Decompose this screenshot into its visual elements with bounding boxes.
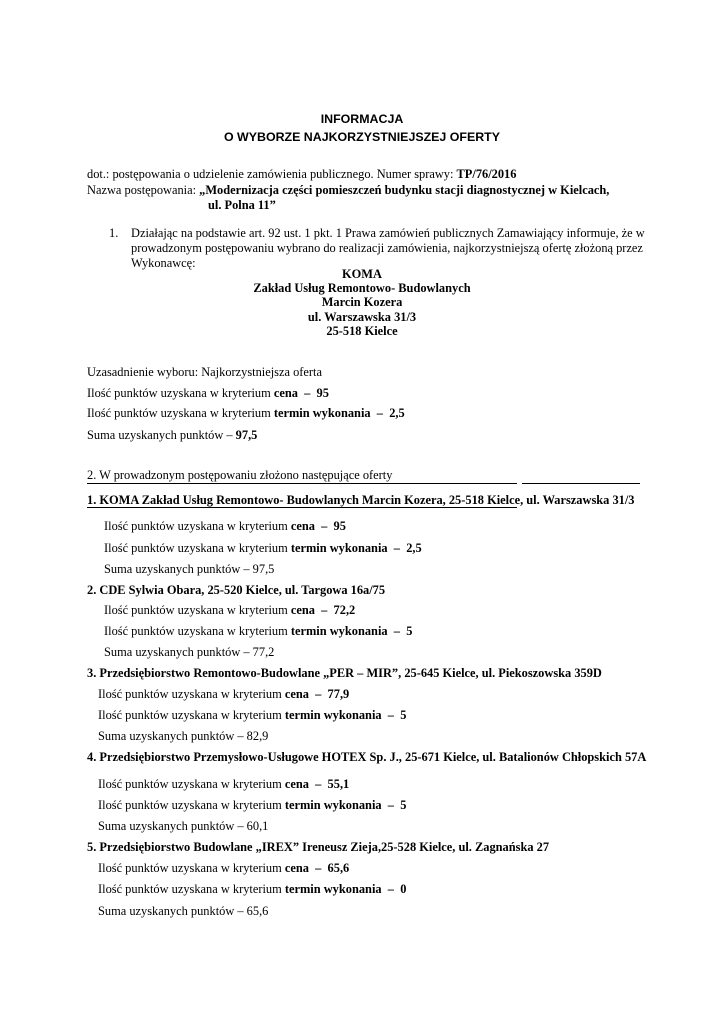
case-number: TP/76/2016 (456, 167, 517, 181)
procedure-name (87, 182, 609, 198)
justification-price-value: 95 (316, 386, 329, 400)
justification-price: Ilość punktów uzyskana w kryterium cena – 95 (87, 386, 329, 400)
divider (522, 483, 640, 484)
document-subtitle: O WYBORZE NAJKORZYSTNIEJSZEJ OFERTY (223, 130, 501, 144)
justification-text: Uzasadnienie wyboru: Najkorzystniejsza oferta (87, 365, 322, 379)
offer-term: Ilość punktów uzyskana w kryterium termin wykonania – 5 (104, 624, 413, 638)
offer-term: Ilość punktów uzyskana w kryterium termin wykonania – 5 (98, 708, 407, 722)
offer-sum: Suma uzyskanych punktów – 65,6 (98, 904, 269, 918)
offer-title: 5. Przedsiębiorstwo Budowlane „IREX” Ireneusz Zieja,25-528 Kielce, ul. Zagnańska 27 (87, 840, 550, 854)
divider (87, 507, 517, 508)
offer-title: 1. KOMA Zakład Usług Remontowo- Budowlanych Marcin Kozera, 25-518 Kielce, ul. Warszawska 31/3 (87, 493, 635, 507)
winner-street: ul. Warszawska 31/3 (307, 310, 417, 324)
winner-company: Zakład Usług Remontowo- Budowlanych (253, 281, 471, 295)
winner-person: Marcin Kozera (321, 295, 403, 309)
justification-sum: Suma uzyskanych punktów – 97,5 (87, 428, 258, 442)
procedure-name-line2: ul. Polna 11” (208, 198, 276, 212)
section1-line2: prowadzonym postępowaniu wybrano do realizacji zamówienia, najkorzystniejszą ofertę złożoną przez (131, 241, 643, 255)
offer-price: Ilość punktów uzyskana w kryterium cena – 77,9 (98, 687, 350, 701)
section1-line3: Wykonawcę: (131, 256, 196, 270)
offer-price: Ilość punktów uzyskana w kryterium cena – 55,1 (98, 777, 350, 791)
justification-term-value: 2,5 (389, 406, 405, 420)
procedure-name-label: Nazwa postępowania: (87, 183, 200, 197)
document-title: INFORMACJA (320, 112, 404, 126)
offer-term: Ilość punktów uzyskana w kryterium termin wykonania – 2,5 (104, 541, 422, 555)
offer-term: Ilość punktów uzyskana w kryterium termin wykonania – 5 (98, 798, 407, 812)
case-reference-label: dot.: postępowania o udzielenie zamówienia publicznego. Numer sprawy: (87, 167, 457, 181)
offer-sum: Suma uzyskanych punktów – 60,1 (98, 819, 269, 833)
offer-title: 3. Przedsiębiorstwo Remontowo-Budowlane „PER – MIR”, 25-645 Kielce, ul. Piekoszowska 359D (87, 666, 602, 680)
offer-title: 2. CDE Sylwia Obara, 25-520 Kielce, ul. Targowa 16a/75 (87, 583, 386, 597)
offer-price: Ilość punktów uzyskana w kryterium cena – 72,2 (104, 603, 356, 617)
offer-sum: Suma uzyskanych punktów – 82,9 (98, 729, 269, 743)
winner-name: KOMA (342, 267, 382, 281)
procedure-name-line1: „Modernizacja części pomieszczeń budynku stacji diagnostycznej w Kielcach, (199, 183, 610, 197)
divider (87, 483, 517, 484)
section2-heading: 2. W prowadzonym postępowaniu złożono następujące oferty (87, 468, 393, 482)
case-reference (87, 166, 516, 182)
justification-sum-value: 97,5 (235, 428, 258, 442)
winner-city: 25-518 Kielce (326, 324, 398, 338)
section1-line1: Działając na podstawie art. 92 ust. 1 pkt. 1 Prawa zamówień publicznych Zamawiający informuje, że w (131, 226, 645, 240)
offer-price: Ilość punktów uzyskana w kryterium cena – 65,6 (98, 861, 350, 875)
offer-price: Ilość punktów uzyskana w kryterium cena – 95 (104, 519, 346, 533)
offer-title: 4. Przedsiębiorstwo Przemysłowo-Usługowe HOTEX Sp. J., 25-671 Kielce, ul. Batalionów Chłopskich 57A (87, 750, 647, 764)
justification-term: Ilość punktów uzyskana w kryterium termin wykonania – 2,5 (87, 406, 405, 420)
offer-sum: Suma uzyskanych punktów – 97,5 (104, 562, 275, 576)
offer-sum: Suma uzyskanych punktów – 77,2 (104, 645, 275, 659)
offer-term: Ilość punktów uzyskana w kryterium termin wykonania – 0 (98, 882, 407, 896)
section1-number: 1. (109, 226, 119, 240)
